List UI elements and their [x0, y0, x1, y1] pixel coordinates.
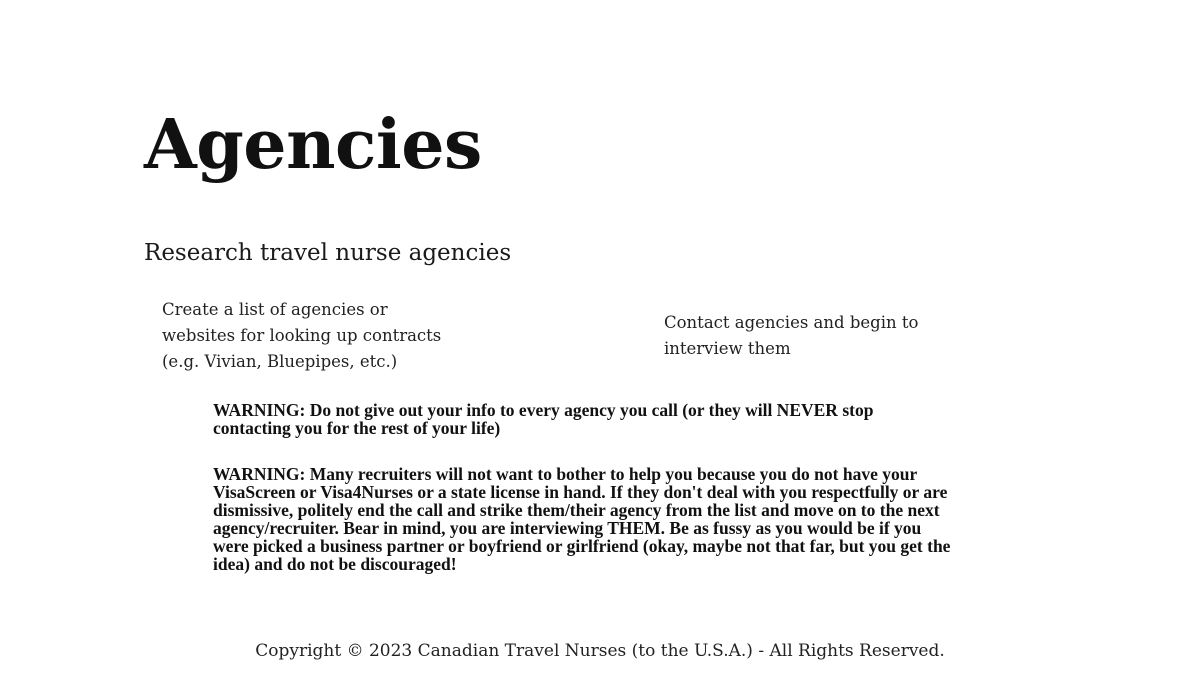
- page-title: Agencies: [144, 105, 482, 185]
- agency-list-step: Create a list of agencies or websites for looking up contracts (e.g. Vivian, Bluepipes, etc.): [162, 300, 442, 371]
- footer-copyright: Copyright © 2023 Canadian Travel Nurses (to the U.S.A.) - All Rights Reserved.: [255, 641, 945, 661]
- warning-personal-info: WARNING: Do not give out your info to every agency you call (or they will NEVER stop contacting you for the rest of your life): [213, 400, 874, 438]
- warning-recruiters: WARNING: Many recruiters will not want to bother to help you because you do not have your VisaScreen or Visa4Nurses or a state license in hand. If they don't deal with you respectfully or are dismissive, politely end the call and strike them/their agency from the list and move on to the next agency/recruiter. Bear in mind, you are interviewing THEM. Be as fussy as you would be if you were picked a business partner or boyfriend or girlfriend (okay, maybe not that far, but you get the idea) and do not be discouraged!: [213, 464, 951, 574]
- contact-agencies-step: Contact agencies and begin to interview them: [664, 313, 919, 358]
- section-heading: Research travel nurse agencies: [144, 240, 512, 266]
